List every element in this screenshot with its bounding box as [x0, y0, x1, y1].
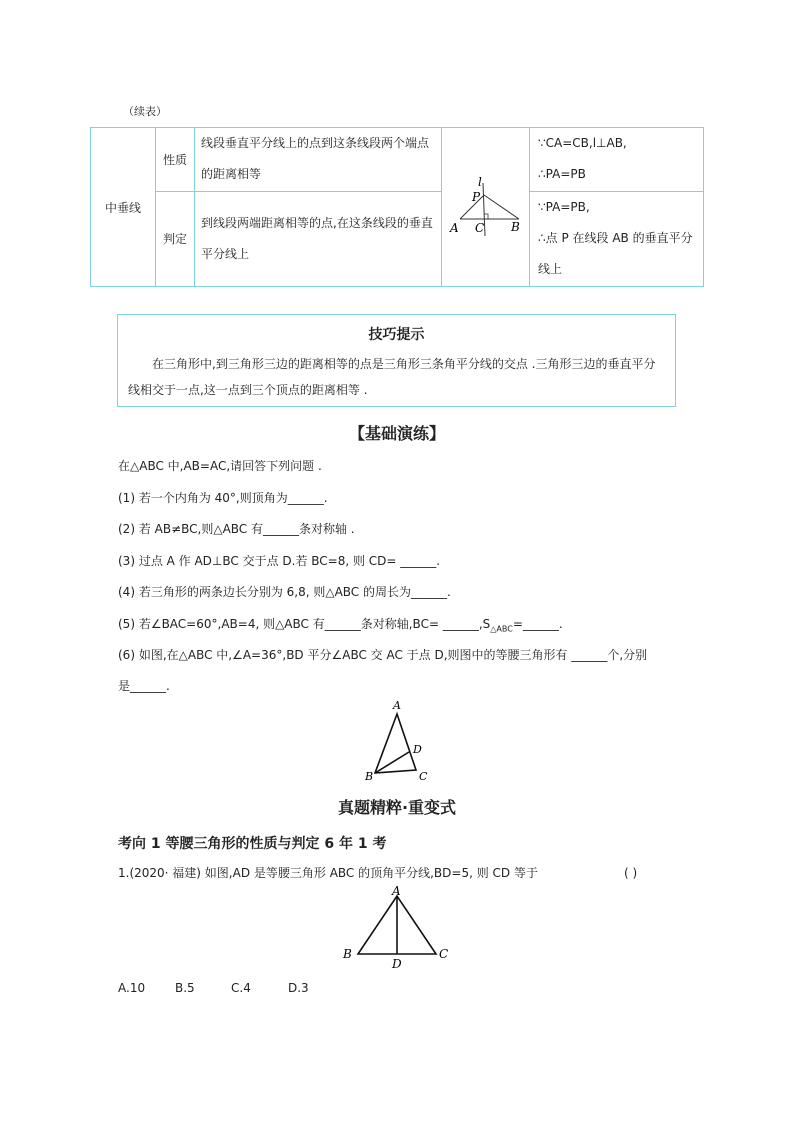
triangle-abd-figure	[360, 698, 440, 786]
option-a: A.10	[118, 981, 146, 995]
option-c: C.4	[231, 981, 251, 995]
label-B: B	[511, 220, 520, 234]
tip-body: 在三角形中,到三角形三边的距离相等的点是三角形三条角平分线的交点 .三角形三边的垂直平分线相交于一点,这一点到三个顶点的距离相等 .	[128, 357, 656, 397]
question-1: (1) 若一个内角为 40°,则顶角为______.	[118, 491, 328, 505]
fig1-label-D: D	[413, 743, 422, 756]
triangle-abc-figure	[340, 886, 456, 972]
label-A: A	[450, 221, 459, 235]
tip-box	[117, 314, 676, 407]
question-5-tail: =______.	[512, 617, 563, 631]
property-kind-label: 性质	[156, 128, 195, 192]
real-question-1: 1.(2020· 福建) 如图,AD 是等腰三角形 ABC 的顶角平分线,BD=5, 则 CD 等于	[118, 866, 538, 880]
option-d: D.3	[288, 981, 309, 995]
fig1-label-B: B	[365, 770, 374, 783]
determination-symbolic-line1: ∵PA=PB,	[538, 200, 590, 215]
determination-text: 到线段两端距离相等的点,在这条线段的垂直平分线上	[195, 191, 442, 286]
exam-direction-heading: 考向 1 等腰三角形的性质与判定 6 年 1 考	[118, 836, 387, 852]
fig1-label-A: A	[393, 699, 401, 712]
tip-title: 技巧提示	[368, 327, 425, 343]
determination-kind-label: 判定	[156, 191, 195, 286]
option-b: B.5	[175, 981, 195, 995]
question-4: (4) 若三角形的两条边长分别为 6,8, 则△ABC 的周长为______.	[118, 585, 451, 599]
continued-table-note: （续表）	[123, 105, 167, 118]
fig2-label-B: B	[343, 947, 352, 961]
fig2-label-A: A	[392, 886, 401, 898]
question-2: (2) 若 AB≠BC,则△ABC 有______条对称轴 .	[118, 522, 355, 536]
label-P: P	[472, 190, 481, 204]
row-head: 中垂线	[91, 128, 156, 287]
property-symbolic	[530, 128, 704, 192]
label-l: l	[478, 175, 482, 189]
question-5-main: (5) 若∠BAC=60°,AB=4, 则△ABC 有______条对称轴,BC= ______,S	[118, 617, 491, 631]
question-5	[118, 616, 563, 637]
question-6-line1: (6) 如图,在△ABC 中,∠A=36°,BD 平分∠ABC 交 AC 于点 D,则图中的等腰三角形有 ______个,分别	[118, 648, 648, 662]
real-questions-title: 真题精粹·重变式	[337, 798, 457, 817]
bisector-figure	[442, 128, 528, 282]
question-3: (3) 过点 A 作 AD⊥BC 交于点 D.若 BC=8, 则 CD= ______.	[118, 554, 441, 568]
question-6-line2: 是______.	[118, 679, 170, 693]
answer-parentheses: ( )	[624, 866, 638, 880]
perpendicular-bisector-table	[90, 127, 704, 287]
basic-practice-title: 【基础演练】	[348, 424, 445, 443]
determination-symbolic-line2: ∴点 P 在线段 AB 的垂直平分线上	[538, 231, 693, 277]
question-5-subscript: △ABC	[490, 624, 513, 634]
basic-intro: 在△ABC 中,AB=AC,请回答下列问题 .	[118, 459, 322, 473]
bisector-figure-cell	[442, 128, 530, 287]
fig1-label-C: C	[419, 770, 428, 783]
property-symbolic-line2: ∴PA=PB	[538, 167, 586, 182]
label-C: C	[475, 221, 485, 235]
property-text: 线段垂直平分线上的点到这条线段两个端点的距离相等	[195, 128, 442, 192]
fig2-label-C: C	[439, 947, 449, 961]
property-symbolic-line1: ∵CA=CB,l⊥AB,	[538, 136, 627, 151]
determination-symbolic	[530, 191, 704, 286]
fig2-label-D: D	[392, 957, 402, 971]
